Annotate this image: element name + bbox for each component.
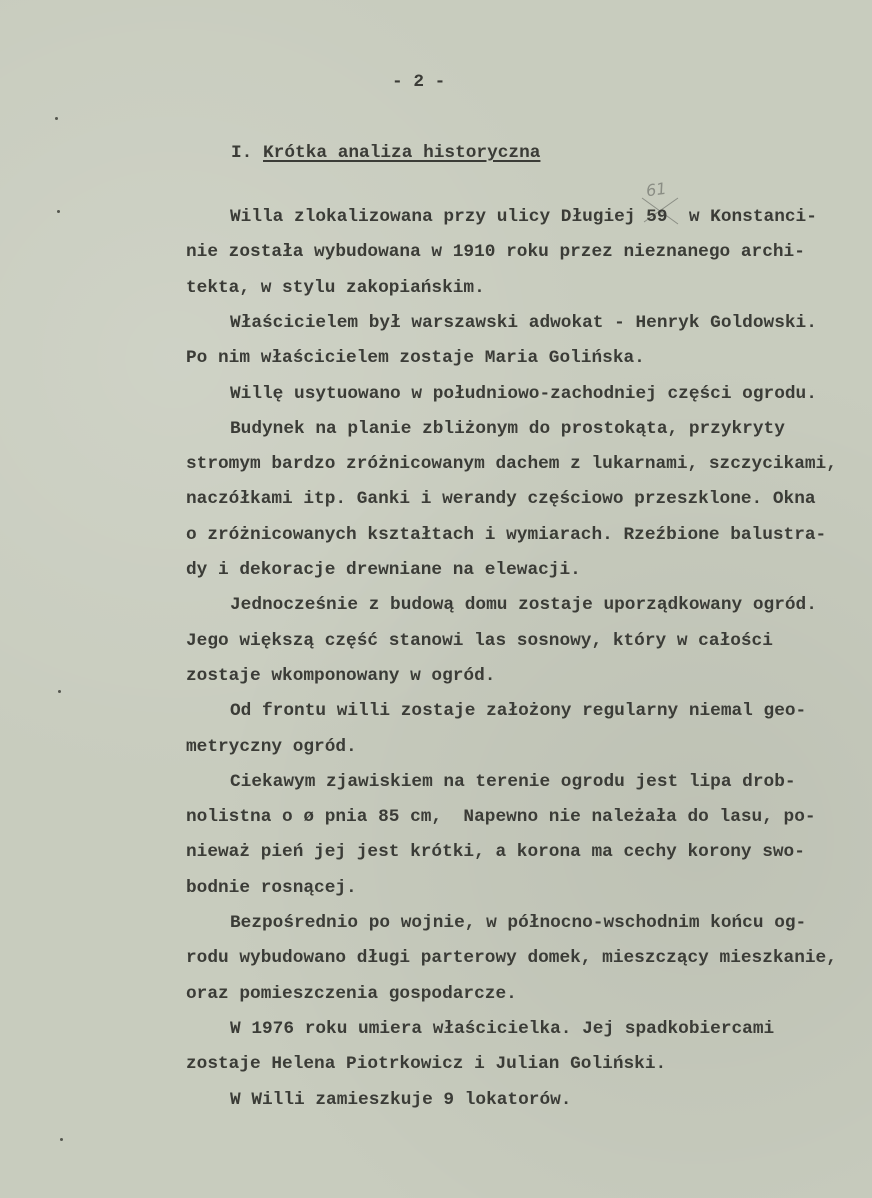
paragraph-line: nolistna o ø pnia 85 cm, Napewno nie należała do lasu, po-	[186, 807, 816, 828]
section-title: Krótka analiza historyczna	[263, 143, 541, 163]
paragraph-first-line: Willę usytuowano w południowo-zachodniej części ogrodu.	[230, 383, 817, 404]
margin-speck	[57, 210, 60, 213]
paragraph-line: o zróżnicowanych kształtach i wymiarach. Rzeźbione balustra-	[186, 524, 827, 545]
paragraph-first-line: Willa zlokalizowana przy ulicy Długiej 59 w Konstanci-	[230, 207, 817, 227]
paragraph-first-line: Jednocześnie z budową domu zostaje uporządkowany ogród.	[230, 595, 817, 616]
paragraph-line: Po nim właścicielem zostaje Maria Golińska.	[186, 348, 645, 369]
section-heading	[231, 143, 540, 163]
paragraph-line: zostaje Helena Piotrkowicz i Julian Goliński.	[186, 1054, 667, 1075]
paragraph-first-line: Ciekawym zjawiskiem na terenie ogrodu jest lipa drob-	[230, 771, 796, 792]
paragraph-line: metryczny ogród.	[186, 736, 357, 757]
page-number: - 2 -	[392, 72, 446, 92]
paragraph-line: oraz pomieszczenia gospodarcze.	[186, 983, 517, 1004]
paragraph-first-line: W Willi zamieszkuje 9 lokatorów.	[230, 1089, 572, 1110]
paragraph-first-line: Bezpośrednio po wojnie, w północno-wschodnim końcu og-	[230, 913, 807, 933]
margin-speck	[55, 117, 58, 120]
paragraph-line: bodnie rosnącej.	[186, 877, 357, 898]
paragraph-line: Jego większą część stanowi las sosnowy, który w całości	[186, 630, 773, 651]
paragraph-line: nieważ pień jej jest krótki, a korona ma cechy korony swo-	[186, 842, 805, 863]
section-number: I.	[231, 143, 253, 163]
paragraph-first-line: Budynek na planie zbliżonym do prostokąta, przykryty	[230, 418, 785, 439]
margin-speck	[58, 690, 61, 693]
paragraph-first-line: Właścicielem był warszawski adwokat - Henryk Goldowski.	[230, 312, 817, 333]
paragraph-line: naczółkami itp. Ganki i werandy częściowo przeszklone. Okna	[186, 489, 816, 510]
paragraph-line: dy i dekoracje drewniane na elewacji.	[186, 560, 581, 580]
paragraph-line: nie została wybudowana w 1910 roku przez nieznanego archi-	[186, 242, 805, 263]
paragraph-line: rodu wybudowano długi parterowy domek, mieszczący mieszkanie,	[186, 948, 837, 969]
paragraph-first-line: W 1976 roku umiera właścicielka. Jej spadkobiercami	[230, 1018, 775, 1039]
paragraph-line: tekta, w stylu zakopiańskim.	[186, 277, 485, 298]
paragraph-line: stromym bardzo zróżnicowanym dachem z lukarnami, szczycikami,	[186, 454, 837, 475]
handwritten-correction: 61	[644, 178, 668, 201]
margin-speck	[60, 1138, 63, 1141]
paragraph-line: zostaje wkomponowany w ogród.	[186, 665, 496, 686]
paragraph-first-line: Od frontu willi zostaje założony regularny niemal geo-	[230, 701, 807, 722]
